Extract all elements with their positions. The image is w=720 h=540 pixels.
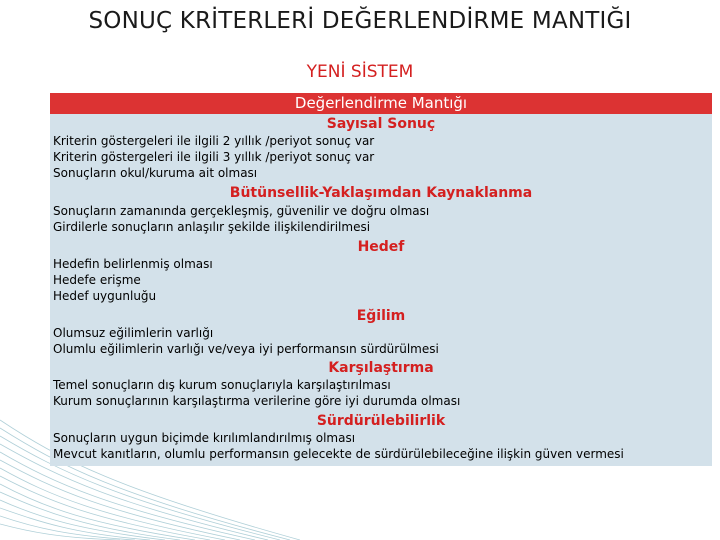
section-line: Olumlu eğilimlerin varlığı ve/veya iyi performansın sürdürülmesi	[53, 342, 439, 356]
section-line: Kriterin göstergeleri ile ilgili 2 yıllık /periyot sonuç var	[53, 134, 375, 148]
section-line: Sonuçların uygun biçimde kırılımlandırılmış olması	[53, 431, 356, 445]
section-line: Hedefe erişme	[53, 273, 141, 287]
section-line: Mevcut kanıtların, olumlu performansın gelecekte de sürdürülebileceğine ilişkin güven vermesi	[53, 447, 624, 461]
section-heading-sustainability: Sürdürülebilirlik	[316, 413, 446, 429]
section-line: Hedefin belirlenmiş olması	[53, 257, 213, 271]
section-heading-integrity: Bütünsellik-Yaklaşımdan Kaynaklanma	[229, 185, 533, 201]
section-line: Temel sonuçların dış kurum sonuçlarıyla karşılaştırılması	[53, 378, 391, 392]
section-line: Sonuçların zamanında gerçekleşmiş, güvenilir ve doğru olması	[53, 204, 430, 218]
section-heading-trend: Eğilim	[356, 308, 406, 324]
section-line: Kriterin göstergeleri ile ilgili 3 yıllık /periyot sonuç var	[53, 150, 375, 164]
panel-header: Değerlendirme Mantığı	[50, 93, 712, 114]
page-subtitle: YENİ SİSTEM	[306, 62, 414, 82]
section-heading-numerical-result: Sayısal Sonuç	[326, 116, 436, 132]
section-heading-target: Hedef	[357, 239, 405, 255]
evaluation-panel	[50, 93, 712, 466]
section-line: Girdilerle sonuçların anlaşılır şekilde ilişkilendirilmesi	[53, 220, 371, 234]
section-line: Hedef uygunluğu	[53, 289, 157, 303]
section-line: Olumsuz eğilimlerin varlığı	[53, 326, 214, 340]
section-line: Sonuçların okul/kuruma ait olması	[53, 166, 258, 180]
page-title: SONUÇ KRİTERLERİ DEĞERLENDİRME MANTIĞI	[88, 8, 632, 34]
section-line: Kurum sonuçlarının karşılaştırma verilerine göre iyi durumda olması	[53, 394, 461, 408]
section-heading-comparison: Karşılaştırma	[328, 360, 434, 376]
